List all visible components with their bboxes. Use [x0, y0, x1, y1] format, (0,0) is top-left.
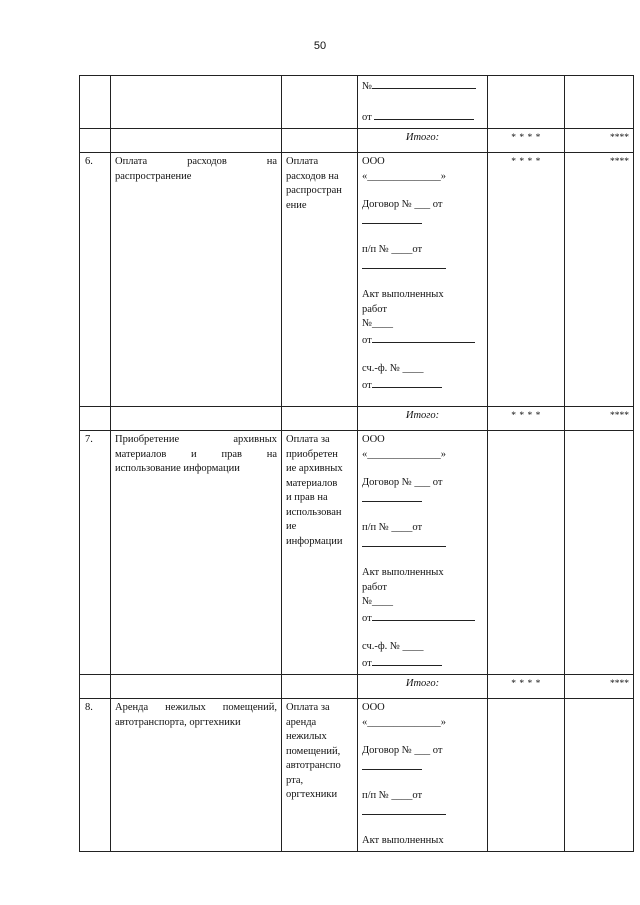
documents-cell [358, 699, 488, 852]
invoice-from-label: от [362, 657, 372, 669]
table-row [80, 153, 634, 407]
row-number: 6. [80, 153, 111, 407]
purpose-line: ение [286, 199, 307, 211]
purpose-line: рта, [286, 774, 304, 786]
total-row [80, 675, 634, 699]
total-stars-2: **** [565, 129, 634, 153]
invoice-from-label: от [362, 379, 372, 391]
contract-label: Договор № ___ от [362, 477, 443, 488]
purpose-cell [282, 431, 358, 675]
payments-table [79, 75, 634, 852]
expense-name [111, 153, 282, 407]
stars-cell-2: **** [565, 153, 634, 407]
purpose-line: нежилых [286, 731, 327, 742]
payment-order-label: п/п № ____от [362, 244, 423, 255]
total-stars: * * * * [488, 129, 565, 153]
expense-name-text: Приобретение архивных материалов и прав на использование информации [115, 434, 277, 474]
purpose-line: информации [286, 535, 343, 547]
purpose-line: Оплата [286, 156, 319, 167]
act-number: №____ [362, 318, 394, 329]
org-label: ООО [362, 434, 385, 445]
total-label: Итого: [358, 675, 488, 699]
expense-name-text: Оплата расходов на распространение [115, 156, 277, 182]
invoice-label: сч.-ф. № ____ [362, 641, 424, 652]
expense-name-text: Аренда нежилых помещений, автотранспорта, оргтехники [115, 702, 277, 728]
purpose-line: расходов на [286, 170, 339, 182]
org-name-blank: «______________» [362, 716, 446, 728]
purpose-line: материалов [286, 477, 338, 489]
org-label: ООО [362, 156, 385, 167]
total-label: Итого: [358, 407, 488, 431]
table-row [80, 699, 634, 852]
act-label: Акт выполненных [362, 835, 444, 846]
purpose-line: ие [286, 521, 297, 532]
documents-cell [358, 76, 488, 129]
documents-cell [358, 431, 488, 675]
contract-label: Договор № ___ от [362, 199, 443, 210]
org-label: ООО [362, 702, 385, 713]
purpose-line: оргтехники [286, 789, 338, 800]
stars-cell: * * * * [488, 153, 565, 407]
total-label: Итого: [358, 129, 488, 153]
invoice-label: сч.-ф. № ____ [362, 363, 424, 374]
purpose-line: распростран [286, 185, 342, 196]
purpose-line: ие архивных [286, 463, 343, 474]
purpose-line: приобретен [286, 448, 338, 460]
purpose-line: и прав на [286, 492, 328, 503]
purpose-line: автотранспо [286, 760, 341, 771]
act-label: Акт выполненных [362, 567, 444, 578]
row-number: 8. [80, 699, 111, 852]
purpose-line: помещений, [286, 745, 341, 757]
expense-name [111, 699, 282, 852]
act-number: №____ [362, 596, 394, 607]
payment-order-label: п/п № ____от [362, 790, 423, 801]
table-row [80, 76, 634, 129]
purpose-line: Оплата за [286, 434, 330, 445]
expense-name [111, 431, 282, 675]
act-from-label: от [362, 334, 372, 346]
act-label-2: работ [362, 581, 387, 593]
contract-label: Договор № ___ от [362, 745, 443, 756]
from-label: от [362, 111, 372, 123]
purpose-line: Оплата за [286, 702, 330, 713]
table-row [80, 431, 634, 675]
total-stars: * * * * [488, 675, 565, 699]
total-row [80, 129, 634, 153]
purpose-line: аренда [286, 716, 317, 728]
purpose-cell [282, 153, 358, 407]
act-from-label: от [362, 612, 372, 624]
total-stars-2: **** [565, 407, 634, 431]
org-name-blank: «______________» [362, 170, 446, 182]
org-name-blank: «______________» [362, 448, 446, 460]
number-label: № [362, 81, 373, 92]
total-row [80, 407, 634, 431]
purpose-line: использован [286, 506, 342, 518]
payment-order-label: п/п № ____от [362, 522, 423, 533]
documents-cell [358, 153, 488, 407]
total-stars: * * * * [488, 407, 565, 431]
act-label: Акт выполненных [362, 289, 444, 300]
total-stars-2: **** [565, 675, 634, 699]
act-label-2: работ [362, 303, 387, 315]
row-number: 7. [80, 431, 111, 675]
purpose-cell [282, 699, 358, 852]
page-number: 50 [313, 40, 327, 52]
